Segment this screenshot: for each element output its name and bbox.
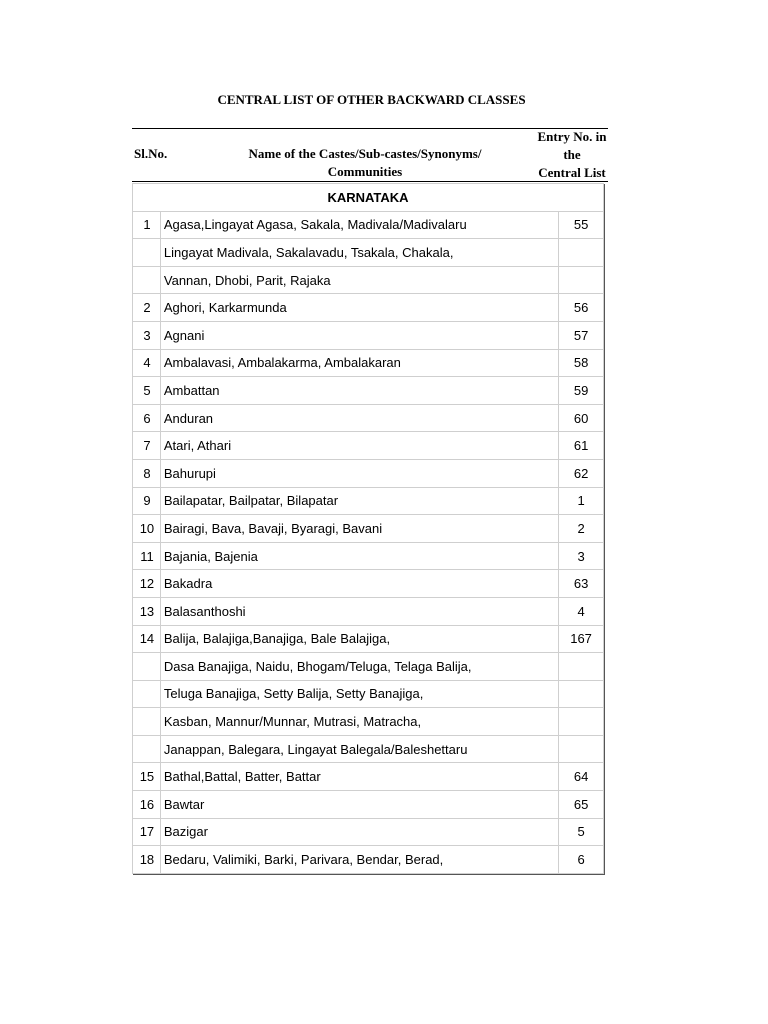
serial-number-cell xyxy=(133,239,161,267)
document-title: CENTRAL LIST OF OTHER BACKWARD CLASSES xyxy=(217,92,526,107)
entry-number-cell xyxy=(559,266,604,294)
entry-number-cell: 167 xyxy=(559,625,604,653)
entry-number-cell: 58 xyxy=(559,349,604,377)
table-row xyxy=(133,570,604,598)
entry-number-cell: 5 xyxy=(559,818,604,846)
entry-number-cell: 63 xyxy=(559,570,604,598)
table-row xyxy=(133,846,604,874)
caste-name-cell: Balasanthoshi xyxy=(160,597,558,625)
header-entry-line3: Central List xyxy=(538,165,606,180)
table-row xyxy=(133,404,604,432)
serial-number-cell: 11 xyxy=(133,542,161,570)
entry-number-cell: 1 xyxy=(559,487,604,515)
caste-name-cell: Bedaru, Valimiki, Barki, Parivara, Bendar, Berad, xyxy=(160,846,558,874)
caste-name-cell: Ambattan xyxy=(160,377,558,405)
caste-table xyxy=(132,183,604,874)
serial-number-cell: 15 xyxy=(133,763,161,791)
entry-number-cell: 6 xyxy=(559,846,604,874)
serial-number-cell: 12 xyxy=(133,570,161,598)
header-entry-column xyxy=(530,128,614,182)
entry-number-cell: 62 xyxy=(559,459,604,487)
caste-name-cell: Anduran xyxy=(160,404,558,432)
caste-name-cell: Balija, Balajiga,Banajiga, Bale Balajiga, xyxy=(160,625,558,653)
table-row xyxy=(133,239,604,267)
table-row xyxy=(133,708,604,736)
header-name-line1: Name of the Castes/Sub-castes/Synonyms/ xyxy=(248,146,482,161)
table-row xyxy=(133,266,604,294)
serial-number-cell: 17 xyxy=(133,818,161,846)
serial-number-cell: 16 xyxy=(133,791,161,819)
table-row xyxy=(133,459,604,487)
entry-number-cell: 55 xyxy=(559,211,604,239)
serial-number-cell: 10 xyxy=(133,515,161,543)
serial-number-cell xyxy=(133,266,161,294)
caste-name-cell: Vannan, Dhobi, Parit, Rajaka xyxy=(160,266,558,294)
entry-number-cell: 56 xyxy=(559,294,604,322)
entry-number-cell: 57 xyxy=(559,321,604,349)
entry-number-cell: 60 xyxy=(559,404,604,432)
header-entry-line1: Entry No. in xyxy=(537,129,607,144)
entry-number-cell xyxy=(559,708,604,736)
table-row xyxy=(133,735,604,763)
caste-name-cell: Agnani xyxy=(160,321,558,349)
serial-number-cell: 4 xyxy=(133,349,161,377)
caste-name-cell: Dasa Banajiga, Naidu, Bhogam/Teluga, Telaga Balija, xyxy=(160,653,558,681)
serial-number-cell: 6 xyxy=(133,404,161,432)
entry-number-cell: 2 xyxy=(559,515,604,543)
caste-name-cell: Bazigar xyxy=(160,818,558,846)
serial-number-cell: 18 xyxy=(133,846,161,874)
table-row xyxy=(133,349,604,377)
entry-number-cell: 65 xyxy=(559,791,604,819)
serial-number-cell: 14 xyxy=(133,625,161,653)
header-entry-line2: the xyxy=(563,147,581,162)
caste-name-cell: Bajania, Bajenia xyxy=(160,542,558,570)
table-row xyxy=(133,542,604,570)
entry-number-cell xyxy=(559,239,604,267)
caste-name-cell: Aghori, Karkarmunda xyxy=(160,294,558,322)
caste-name-cell: Lingayat Madivala, Sakalavadu, Tsakala, Chakala, xyxy=(160,239,558,267)
caste-name-cell: Bahurupi xyxy=(160,459,558,487)
caste-name-cell: Bairagi, Bava, Bavaji, Byaragi, Bavani xyxy=(160,515,558,543)
serial-number-cell: 9 xyxy=(133,487,161,515)
serial-number-cell: 13 xyxy=(133,597,161,625)
caste-name-cell: Bathal,Battal, Batter, Battar xyxy=(160,763,558,791)
table-row xyxy=(133,515,604,543)
entry-number-cell: 61 xyxy=(559,432,604,460)
entry-number-cell xyxy=(559,653,604,681)
caste-name-cell: Bakadra xyxy=(160,570,558,598)
caste-name-cell: Bailapatar, Bailpatar, Bilapatar xyxy=(160,487,558,515)
caste-name-cell: Teluga Banajiga, Setty Balija, Setty Banajiga, xyxy=(160,680,558,708)
serial-number-cell: 5 xyxy=(133,377,161,405)
table-row xyxy=(133,818,604,846)
serial-number-cell: 2 xyxy=(133,294,161,322)
header-name-line2: Communities xyxy=(327,164,403,179)
entry-number-cell: 3 xyxy=(559,542,604,570)
caste-name-cell: Ambalavasi, Ambalakarma, Ambalakaran xyxy=(160,349,558,377)
header-name-column xyxy=(205,145,525,181)
entry-number-cell xyxy=(559,680,604,708)
serial-number-cell xyxy=(133,653,161,681)
header-bottom-rule xyxy=(132,181,608,182)
state-row xyxy=(133,184,604,212)
table-row xyxy=(133,321,604,349)
table-row xyxy=(133,791,604,819)
caste-name-cell: Janappan, Balegara, Lingayat Balegala/Baleshettaru xyxy=(160,735,558,763)
serial-number-cell xyxy=(133,680,161,708)
serial-number-cell: 1 xyxy=(133,211,161,239)
table-row xyxy=(133,487,604,515)
table-row xyxy=(133,625,604,653)
caste-name-cell: Kasban, Mannur/Munnar, Mutrasi, Matracha, xyxy=(160,708,558,736)
table-row xyxy=(133,653,604,681)
serial-number-cell xyxy=(133,735,161,763)
table-row xyxy=(133,597,604,625)
table-row xyxy=(133,377,604,405)
table-row xyxy=(133,432,604,460)
entry-number-cell xyxy=(559,735,604,763)
table-row xyxy=(133,763,604,791)
caste-name-cell: Bawtar xyxy=(160,791,558,819)
entry-number-cell: 4 xyxy=(559,597,604,625)
state-name: KARNATAKA xyxy=(133,184,604,212)
table-row xyxy=(133,294,604,322)
table-row xyxy=(133,211,604,239)
serial-number-cell xyxy=(133,708,161,736)
entry-number-cell: 59 xyxy=(559,377,604,405)
caste-name-cell: Agasa,Lingayat Agasa, Sakala, Madivala/Madivalaru xyxy=(160,211,558,239)
header-sl-no: Sl.No. xyxy=(134,146,168,161)
entry-number-cell: 64 xyxy=(559,763,604,791)
serial-number-cell: 8 xyxy=(133,459,161,487)
serial-number-cell: 7 xyxy=(133,432,161,460)
table-row xyxy=(133,680,604,708)
serial-number-cell: 3 xyxy=(133,321,161,349)
caste-name-cell: Atari, Athari xyxy=(160,432,558,460)
